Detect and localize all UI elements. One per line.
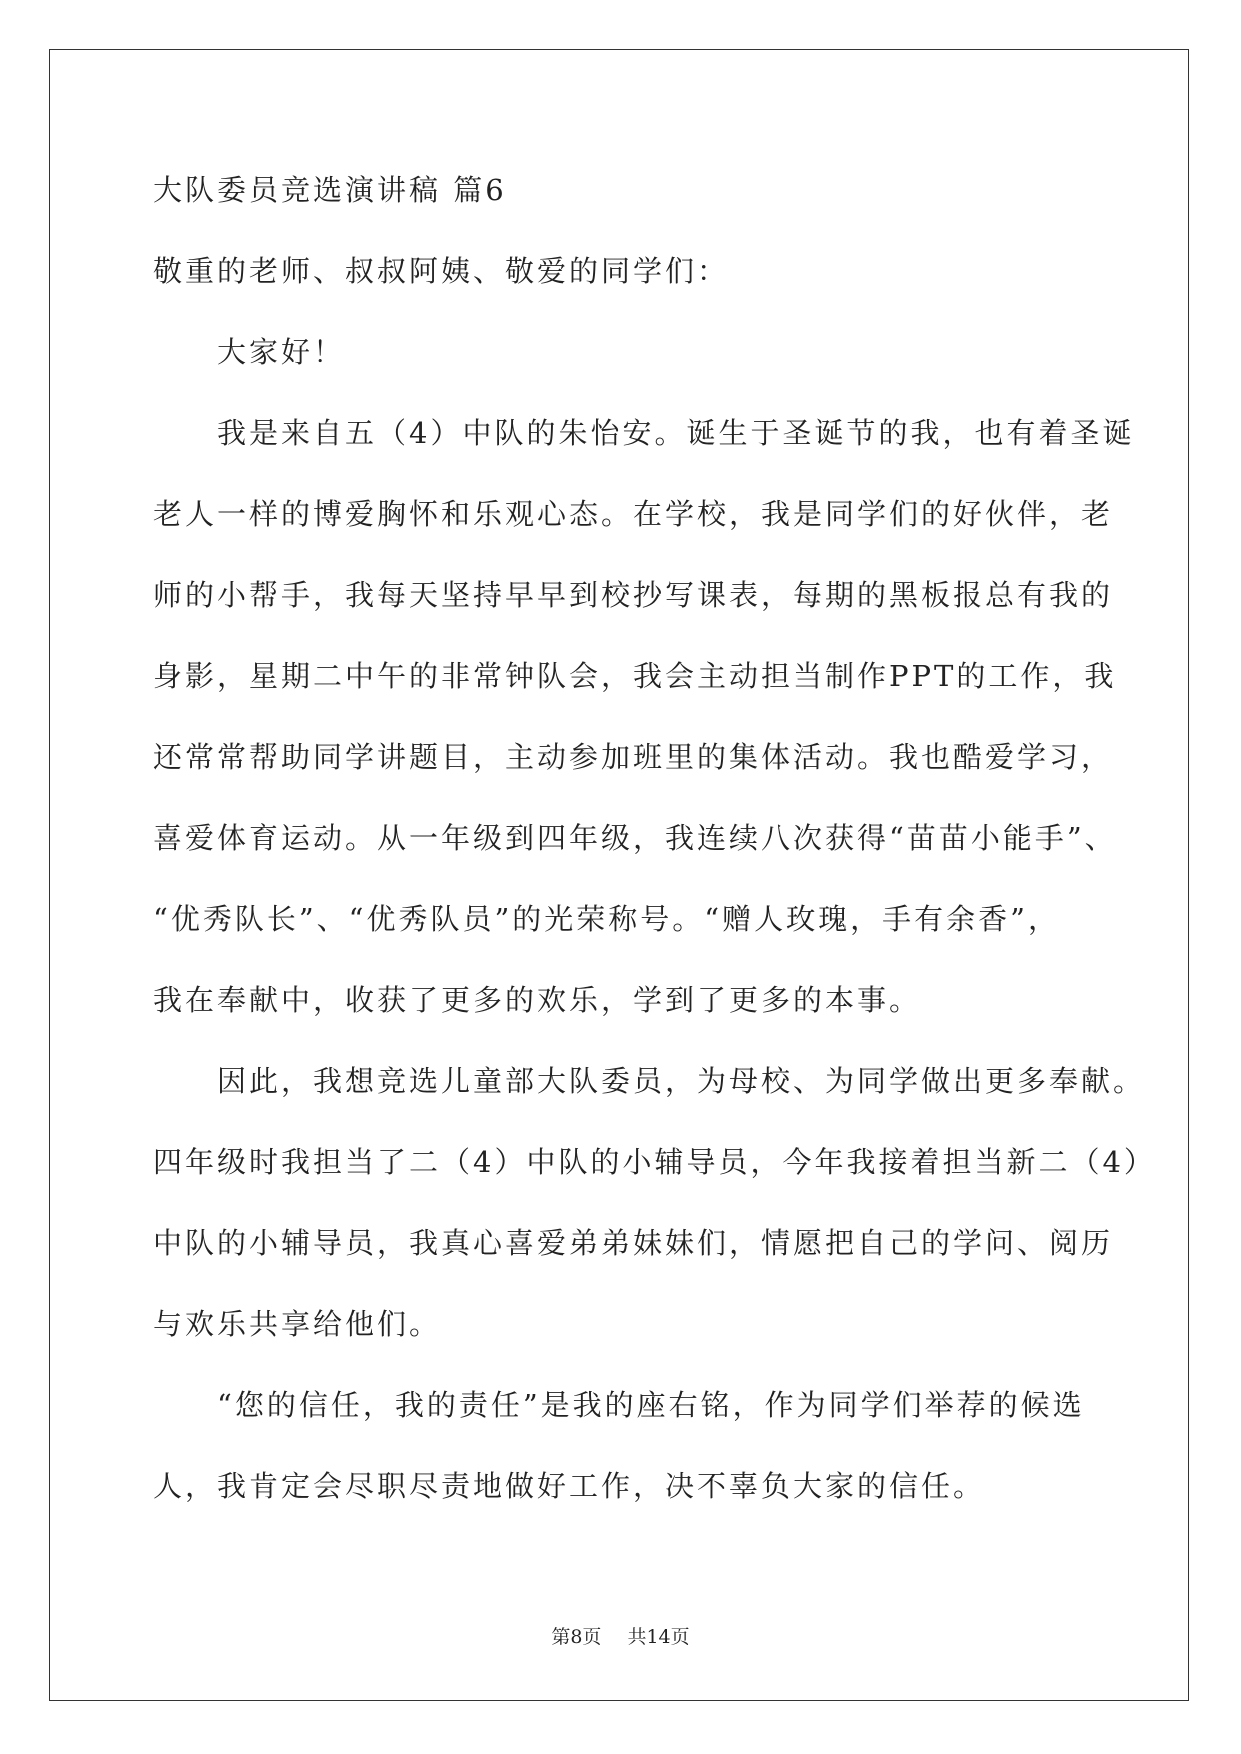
body-line: “优秀队长”、“优秀队员”的光荣称号。“赠人玫瑰，手有余香”， (153, 902, 1060, 936)
salutation: 敬重的老师、叔叔阿姨、敬爱的同学们： (153, 254, 730, 288)
page-number-current: 第8页 (551, 1626, 602, 1648)
document-body (153, 166, 1156, 1543)
body-line: 还常常帮助同学讲题目，主动参加班里的集体活动。我也酷爱学习， (153, 740, 1114, 774)
body-line: “您的信任，我的责任”是我的座右铭，作为同学们举荐的候选 (217, 1388, 1085, 1422)
page-number-total: 共14页 (627, 1626, 690, 1648)
body-line: 师的小帮手，我每天坚持早早到校抄写课表，每期的黑板报总有我的 (153, 578, 1114, 612)
body-line: 人，我肯定会尽职尽责地做好工作，决不辜负大家的信任。 (153, 1469, 986, 1503)
paragraph-lines (153, 328, 1156, 1543)
page-footer (0, 1622, 1241, 1649)
body-line: 我在奉献中，收获了更多的欢乐，学到了更多的本事。 (153, 983, 922, 1017)
body-line: 我是来自五（4）中队的朱怡安。诞生于圣诞节的我，也有着圣诞 (217, 416, 1135, 450)
body-line: 四年级时我担当了二（4）中队的小辅导员，今年我接着担当新二（4） (153, 1145, 1156, 1179)
body-line: 喜爱体育运动。从一年级到四年级，我连续八次获得“苗苗小能手”、 (153, 821, 1117, 855)
document-title: 大队委员竞选演讲稿 篇6 (153, 173, 507, 207)
body-line: 老人一样的博爱胸怀和乐观心态。在学校，我是同学们的好伙伴，老 (153, 497, 1114, 531)
body-line: 因此，我想竞选儿童部大队委员，为母校、为同学做出更多奉献。 (217, 1064, 1146, 1098)
body-line: 大家好！ (217, 335, 346, 369)
body-line: 身影，星期二中午的非常钟队会，我会主动担当制作PPT的工作，我 (153, 659, 1117, 693)
body-line: 与欢乐共享给他们。 (153, 1307, 442, 1341)
body-line: 中队的小辅导员，我真心喜爱弟弟妹妹们，情愿把自己的学问、阅历 (153, 1226, 1114, 1260)
